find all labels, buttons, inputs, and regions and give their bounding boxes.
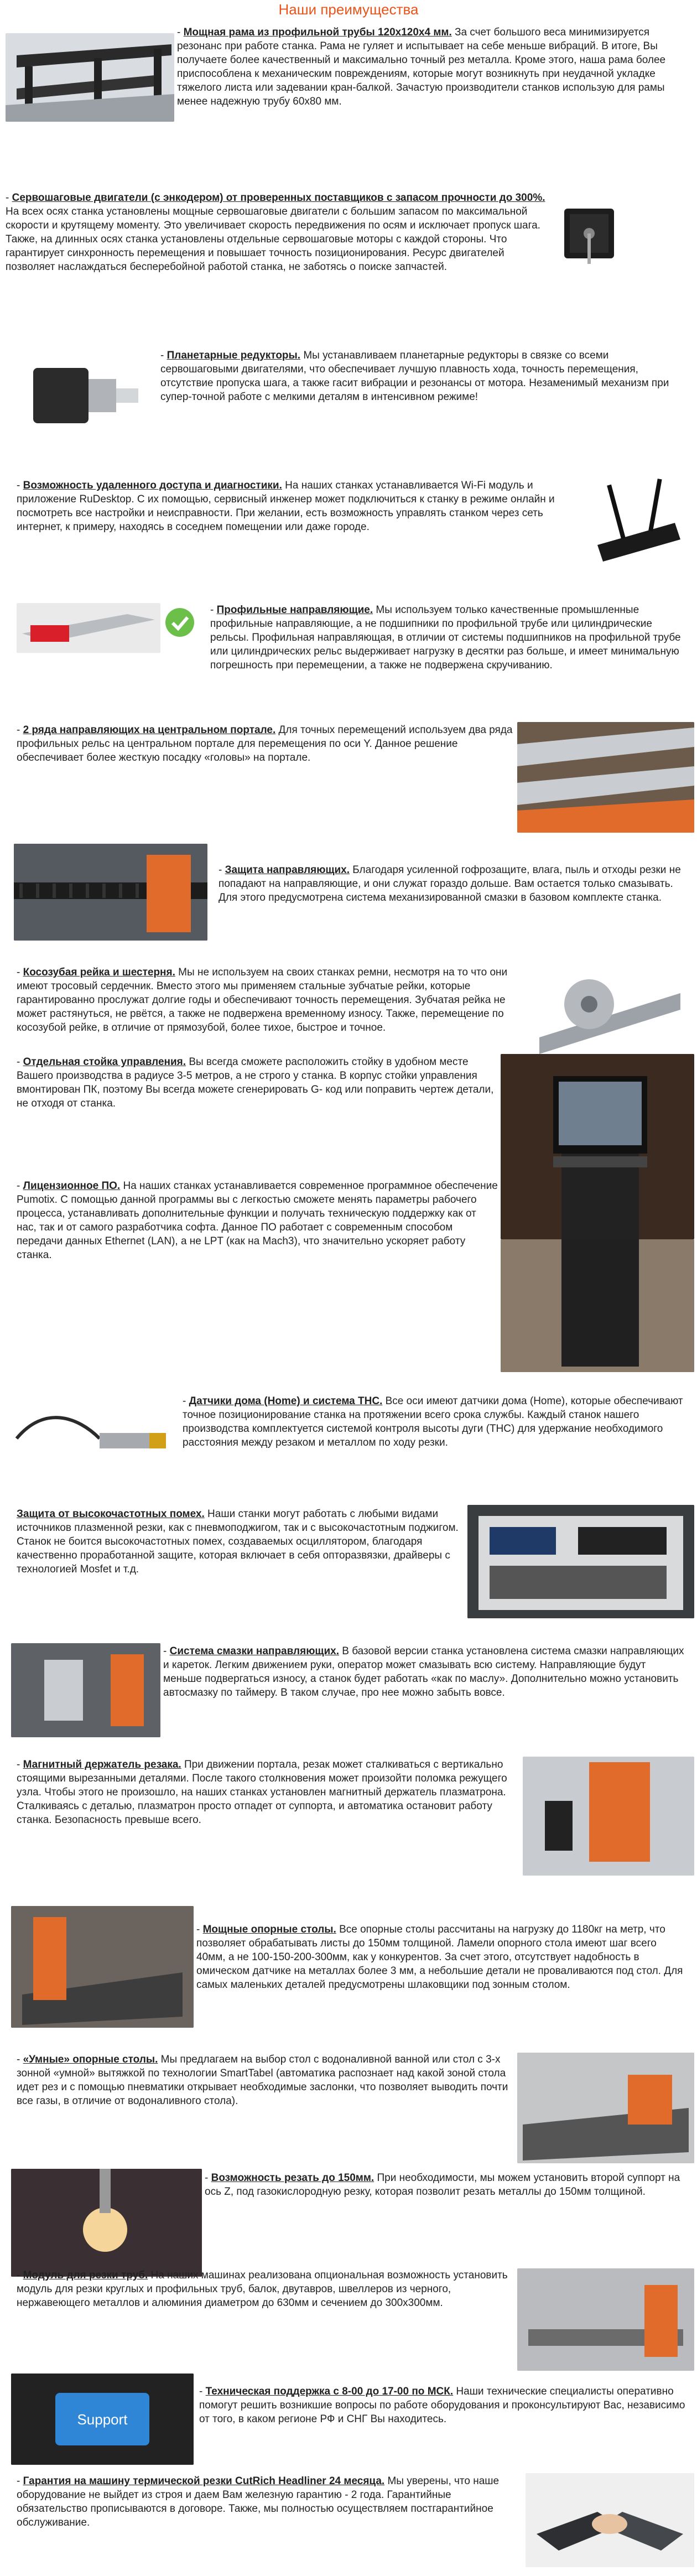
- section-lube-heading: Система смазки направляющих.: [169, 1645, 339, 1657]
- support-key-photo: [11, 2374, 194, 2465]
- section-warranty-text: - Гарантия на машину термической резки CutRich Headliner 24 месяца. Мы уверены, что наше оборудование не выйдет из строя и даем Вам железную гарантию - 2 года. Гарантийные обязательство прописываются в договоре. Также, мы полностью осуществляем постгарантийное обслуживание.: [17, 2475, 500, 2528]
- section-holder-text: - Магнитный держатель резака. При движении портала, резак может сталкиваться с вертикально стоящими вырезанными деталями. После такого столкновения может произойти поломка режущего узла. Чтобы этого не произошло, на наших станках установлен магнитный держатель плазматрона. Сталкиваясь с деталью, плазматрон просто отпадет от суппорта, и автоматика остановит работу станка. Безопасность превыше всего.: [17, 1759, 507, 1826]
- section-gearbox-heading: Планетарные редукторы.: [167, 350, 301, 361]
- section-dual-rails-text: - 2 ряда направляющих на центральном портале. Для точных перемещений используем два ряда профильных рельс на центральном портале для перемещения по оси Y. Данное решение обеспечивает более жесткую посадку «головы» на портале.: [17, 724, 513, 764]
- section-dual-rails: [0, 722, 697, 841]
- section-frame-text: [177, 25, 691, 108]
- section-remote-heading: Возможность удаленного доступа и диагностики.: [23, 480, 282, 491]
- section-remote: [0, 479, 697, 575]
- section-hf-protect-heading: Защита от высокочастотных помех.: [17, 1508, 205, 1520]
- section-cut150: [0, 2169, 697, 2279]
- section-servo: [0, 191, 697, 340]
- section-guard: [0, 844, 697, 946]
- section-console-text: - Отдельная стойка управления. Вы всегда сможете расположить стойку в удобном месте Вашего производства в радиусе 3-5 метров, а не строго у станка. В корпус стойки управления вмонтирован ПК, поэтому Вы всегда можете сгенерировать G- код или поправить чертеж детали, не отходя от станка.: [17, 1056, 494, 1109]
- section-cut150-text: - Возможность резать до 150мм. При необходимости, мы можем установить второй суппорт на ось Z, под газокислородную резку, которая позволит резать металлы до 150мм толщиной.: [205, 2172, 680, 2198]
- section-remote-text: - Возможность удаленного доступа и диагностики. На наших станках устанавливается Wi-Fi модуль и приложение RuDesktop. С их помощью, сервисный инженер может подключиться к станку в режиме онлайн и посмотреть все настройки и неисправности. При желании, есть возможность управлять станком через сеть интернет, к примеру, находясь в соседнем помещении или даже городе.: [17, 480, 555, 533]
- section-tables-heading: Мощные опорные столы.: [202, 1924, 336, 1935]
- section-smart-body: Мы предлагаем на выбор стол с водоналивной ванной или стол с 3-х зонной «умной» вытяжкой по технологии SmartTabel (автоматика распознает над какой зоной стола идет рез и с помощью пневматики открывает необходимые заслонки, что позволяет выводить почти все газы, в отличие от водоналивного стола).: [17, 2054, 508, 2107]
- section-cut150-body: При необходимости, мы можем установить второй суппорт на ось Z, под газокислородную резку, которая позволит резать металлы до 150мм толщиной.: [205, 2172, 680, 2198]
- section-cut150-heading: Возможность резать до 150мм.: [211, 2172, 374, 2184]
- section-pipe-body: На наших машинах реализована опциональная возможность установить модуль для резки круглых и профильных труб, балок, двутавров, швеллеров из черного, нержавеющего металлов и алюминия диаметром до 630мм и сечением до 300х300мм.: [17, 2269, 508, 2309]
- bullet-dash: -: [177, 27, 184, 38]
- section-pipe: [0, 2268, 697, 2374]
- section-hf-protect-text: [17, 1507, 465, 1576]
- section-hf-protect: [0, 1505, 697, 1624]
- control-console-base-photo: [501, 1239, 694, 1372]
- oxyfuel-cutting-photo: [11, 2169, 202, 2277]
- section-warranty-body: Мы уверены, что наше оборудование не выйдет из строя и даем Вам железную гарантию - 2 года. Гарантийные обязательство прописываются в договоре. Также, мы полностью осуществляем постгарантийное обслуживание.: [17, 2475, 500, 2528]
- wifi-card-photo: [581, 479, 694, 570]
- pipe-module-photo: [517, 2268, 694, 2371]
- section-lube-text: - Система смазки направляющих. В базовой версии станка установлена система смазки направляющих и кареток. Легким движением руки, оператор может смазывать всю систему. Направляющие будут меньше подвергаться износу, а станок будет работать «как по маслу». Дополнительно можно установить автосмазку по таймеру. В таком случае, про нее можно забыть вовсе.: [163, 1645, 684, 1699]
- section-rails-heading: Профильные направляющие.: [216, 604, 373, 616]
- cutting-table-photo: [11, 1906, 194, 2028]
- section-rack-body: Мы не используем на своих станках ремни, несмотря на то что они имеют тросовый сердечник. Вместо этого мы применяем стальные зубчатые рейки, которые гарантированно прослужат долгие годы и обеспечивают точность перемещения. Зубчатая рейка не может растянуться, не рвётся, а также не подвержена временному износу. Также, перемещение по косозубой рейке, в отличие от прямозубой, более тихое, быстрое и точное.: [17, 967, 508, 1033]
- proximity-sensor-photo: [11, 1394, 177, 1486]
- page-title: Наши преимущества: [278, 1, 419, 18]
- section-rails: [0, 603, 697, 708]
- torch-holder-photo: [523, 1757, 694, 1876]
- section-servo-text: - Сервошаговые двигатели (с энкодером) от проверенных поставщиков с запасом прочности до 300%. На всех осях станка установлены мощные сервошаговые двигатели с большим запасом по максимальной скорости и крутящему моменту. Это увеличивает скорость передвижения по осям и исключает пропуск шага. Также, на длинных осях станка установлены отдельные сервошаговые моторы с каждой стороны. Что гарантирует синхронность перемещения и повышает точность позиционирования. Ресурс двигателей позволяет наслаждаться бесперебойной работой станка, не заботясь о поиске запчастей.: [6, 192, 545, 273]
- section-rack-heading: Косозубая рейка и шестерня.: [23, 967, 175, 978]
- section-holder-body: При движении портала, резак может сталкиваться с вертикально стоящими вырезанными деталями. После такого столкновения может произойти поломка режущего узла. Чтобы этого не произошло, на наших станках установлен магнитный держатель плазматрона. Сталкиваясь с деталью, плазматрон просто отпадет от суппорта, и автоматика остановит работу станка. Безопасность превыше всего.: [17, 1759, 507, 1826]
- servo-motor-photo: [548, 198, 631, 272]
- section-support-text: - Техническая поддержка с 8-00 до 17-00 по МСК. Наши технические специалисты оперативно помогут решить возникшие вопросы по работе оборудования и проконсультируют Вас, независимо от того, в каком регионе РФ и СНГ Вы находитесь.: [199, 2386, 685, 2425]
- section-tables: [0, 1906, 697, 2033]
- section-pipe-text: - Модуль для резки труб. На наших машинах реализована опциональная возможность установить модуль для резки круглых и профильных труб, балок, двутавров, швеллеров из черного, нержавеющего металлов и алюминия диаметром до 630мм и сечением до 300х300мм.: [17, 2269, 508, 2309]
- section-console: [0, 1054, 697, 1452]
- linear-rail-photo: [17, 603, 160, 653]
- portal-rails-photo: [517, 722, 694, 833]
- support-key-label: Support: [77, 2411, 128, 2428]
- section-tables-text: - Мощные опорные столы. Все опорные столы рассчитаны на нагрузку до 1180кг на метр, что позволяет обрабатывать листы до 150мм толщиной. Ламели опорного стола имеют шаг всего 40мм, а не 100-150-200-300мм, как у конкурентов. За счет этого, отсутствует надобность в омическом датчике на металлах более 3 мм, а небольшие детали не проваливаются под стол. Для самых маленьких деталей предусмотрены шлаковщики под зонным столом.: [196, 1924, 683, 1991]
- section-sensors-heading: Датчики дома (Home) и система THC.: [189, 1395, 383, 1407]
- section-support: [0, 2374, 697, 2468]
- section-tables-body: Все опорные столы рассчитаны на нагрузку до 1180кг на метр, что позволяет обрабатывать листы до 150мм толщиной. Ламели опорного стола имеют шаг всего 40мм, а не 100-150-200-300мм, как у конкурентов. За счет этого, отсутствует надобность в омическом датчике на металлах более 3 мм, а небольшие детали не проваливаются под стол. Для самых маленьких деталей предусмотрены шлаковщики под зонным столом.: [196, 1924, 683, 1991]
- smart-table-photo: [517, 2053, 694, 2163]
- section-gearbox: [0, 349, 697, 448]
- section-software-body: На наших станках устанавливается современное программное обеспечение Pumotix. С помощью данной программы вы с легкостью сможете менять параметры рабочего процесса, устанавливать дополнительные функции и получать техническую поддержку как от нас, так и от самого разработчика софта. Данное ПО работает с современным способом передачи данных Ethernet (LAN), а не LPT (как на Mach3), что значительно ускоряет работу станка.: [17, 1180, 498, 1261]
- bellows-cover-photo: [14, 844, 207, 941]
- section-frame: [0, 22, 697, 155]
- section-holder-heading: Магнитный держатель резака.: [23, 1759, 181, 1770]
- section-console-heading: Отдельная стойка управления.: [23, 1056, 186, 1068]
- section-console-body: Вы всегда сможете расположить стойку в удобном месте Вашего производства в радиусе 3-5 метров, а не строго у станка. В корпус стойки управления вмонтирован ПК, поэтому Вы всегда можете сгенерировать G- код или поправить чертеж детали, не отходя от станка.: [17, 1056, 494, 1109]
- section-dual-rails-heading: 2 ряда направляющих на центральном портале.: [23, 724, 276, 736]
- section-rails-body: Мы используем только качественные промышленные профильные направляющие, а не подшипники по профильной трубе или цилиндрические рельсы. Профильная направляющая, в отличии от системы подшипников на профильной трубе или цилиндрических рельс выдерживает нагрузку в десятки раз больше, и имеет минимальную погрешность при перемещении, а также не подвержена скручиванию.: [210, 604, 681, 671]
- section-rails-text: - Профильные направляющие. Мы используем только качественные промышленные профильные направляющие, а не подшипники по профильной трубе или цилиндрические рельсы. Профильная направляющая, в отличии от системы подшипников на профильной трубе или цилиндрических рельс выдерживает нагрузку в десятки раз больше, и имеет минимальную погрешность при перемещении, а также не подвержена скручиванию.: [210, 604, 681, 671]
- electrical-cabinet-photo: [467, 1505, 694, 1618]
- section-smart: [0, 2053, 697, 2169]
- section-smart-heading: «Умные» опорные столы.: [23, 2054, 158, 2065]
- section-guard-body: Благодаря усиленной гофрозащите, влага, пыль и отходы резки не попадают на направляющие, и они служат гораздо дольше. Вам остается только смазывать. Для этого предусмотрена система механизированной смазки в базовом комплекте станка.: [219, 864, 681, 903]
- gear-rack-photo: [539, 971, 680, 1060]
- planetary-gearbox-photo: [22, 354, 144, 437]
- section-dual-rails-body: Для точных перемещений используем два ряда профильных рельс на центральном портале для перемещения по оси Y. Данное решение обеспечивает более жесткую посадку «головы» на портале.: [17, 724, 513, 764]
- section-holder: [0, 1757, 697, 1881]
- section-gearbox-text: - Планетарные редукторы. Мы устанавливаем планетарные редукторы в связке со всеми сервошаговыми двигателями, что обеспечивает лучшую плавность хода, точность перемещения, отсутствие пропуска шага, а также гасит вибрации и резонансы от мотора. Незаменимый механизм при супер-точной работе с мелкими деталям в интенсивном режиме!: [160, 350, 669, 403]
- checkmark-icon: [163, 606, 196, 639]
- control-console-photo: [501, 1054, 694, 1239]
- section-warranty: [0, 2473, 697, 2573]
- handshake-photo: [526, 2473, 694, 2567]
- section-support-heading: Техническая поддержка с 8-00 до 17-00 по МСК.: [205, 2386, 454, 2397]
- section-software-text: - Лицензионное ПО. На наших станках устанавливается современное программное обеспечение Pumotix. С помощью данной программы вы с легкостью сможете менять параметры рабочего процесса, устанавливать дополнительные функции и получать техническую поддержку как от нас, так и от самого разработчика софта. Данное ПО работает с современным способом передачи данных Ethernet (LAN), а не LPT (как на Mach3), что значительно ускоряет работу станка.: [17, 1180, 498, 1261]
- section-support-body: Наши технические специалисты оперативно помогут решить возникшие вопросы по работе оборудования и проконсультируют Вас, независимо от того, в каком регионе РФ и СНГ Вы находитесь.: [199, 2386, 685, 2425]
- section-guard-text: - Защита направляющих. Благодаря усиленной гофрозащите, влага, пыль и отходы резки не попадают на направляющие, и они служат гораздо дольше. Вам остается только смазывать. Для этого предусмотрена система механизированной смазки в базовом комплекте станка.: [219, 864, 681, 903]
- section-warranty-heading: Гарантия на машину термической резки CutRich Headliner 24 месяца.: [23, 2475, 385, 2487]
- section-smart-text: - «Умные» опорные столы. Мы предлагаем на выбор стол с водоналивной ванной или стол с 3-х зонной «умной» вытяжкой по технологии SmartTabel (автоматика распознает над какой зоной стола идет рез и с помощью пневматики открывает необходимые заслонки, что позволяет выводить почти все газы, в отличие от водоналивного стола).: [17, 2054, 508, 2107]
- section-pipe-heading: Модуль для резки труб.: [23, 2269, 148, 2281]
- section-sensors: [0, 1394, 697, 1494]
- section-gearbox-body: Мы устанавливаем планетарные редукторы в связке со всеми сервошаговыми двигателями, что обеспечивает лучшую плавность хода, точность перемещения, отсутствие пропуска шага, а также гасит вибрации и резонансы от мотора. Незаменимый механизм при супер-точной работе с мелкими деталям в интенсивном режиме!: [160, 350, 669, 403]
- section-hf-protect-body: Наши станки могут работать с любыми видами источников плазменной резки, как с пневмоподжигом, так и с высокочастотным поджигом. Станок не боится высокочастотных помех, создаваемых осциллятором, благодаря качественно проработанной защите, которая включает в себя опторазвязки, драйверы с технологией Mosfet и т.д.: [17, 1508, 459, 1575]
- welded-frame-photo: [6, 33, 174, 122]
- section-lube-body: В базовой версии станка установлена система смазки направляющих и кареток. Легким движением руки, оператор может смазывать всю систему. Направляющие будут меньше подвергаться износу, а станок будет работать «как по маслу». Дополнительно можно установить автосмазку по таймеру. В таком случае, про нее можно забыть вовсе.: [163, 1645, 684, 1699]
- section-frame-heading: Мощная рама из профильной трубы 120х120х4 мм.: [183, 27, 452, 38]
- section-rack-text: - Косозубая рейка и шестерня. Мы не используем на своих станках ремни, несмотря на то что они имеют тросовый сердечник. Вместо этого мы применяем стальные зубчатые рейки, которые гарантированно прослужат долгие годы и обеспечивают точность перемещения. Зубчатая рейка не может растянуться, не рвётся, а также не подвержена временному износу. Также, перемещение по косозубой рейке, в отличие от прямозубой, более тихое, быстрое и точное.: [17, 967, 508, 1033]
- section-lube: [0, 1643, 697, 1743]
- section-servo-heading: Сервошаговые двигатели (с энкодером) от проверенных поставщиков с запасом прочности до 300%.: [12, 192, 545, 204]
- section-guard-heading: Защита направляющих.: [225, 864, 350, 876]
- section-servo-body: На всех осях станка установлены мощные сервошаговые двигатели с большим запасом по максимальной скорости и крутящему моменту. Это увеличивает скорость передвижения по осям и исключает пропуск шага. Также, на длинных осях станка установлены отдельные сервошаговые моторы с каждой стороны. Что гарантирует синхронность перемещения и повышает точность позиционирования. Ресурс двигателей позволяет наслаждаться бесперебойной работой станка, не заботясь о поиске запчастей.: [6, 206, 540, 273]
- section-sensors-body: Все оси имеют датчики дома (Home), которые обеспечивают точное позиционирование станка на протяжении всего срока службы. Каждый станок нашего производства комплектуется системой контроля высоты дуги (THC) для удержание необходимого расстояния между резаком и металлом по ходу резки.: [183, 1395, 683, 1448]
- section-frame-body: За счет большого веса минимизируется резонанс при работе станка. Рама не гуляет и испытывает на себе меньше вибраций. В итоге, Вы получаете более качественный и максимально точный рез металла. Кроме этого, наша рама более приспособлена к механическим повреждениям, которые могут возникнуть при неудачной укладке тяжелого листа или задевании кран-балкой. Зачастую производители станков использую для рамы менее надежную трубу 60х80 мм.: [177, 27, 666, 107]
- section-software-heading: Лицензионное ПО.: [23, 1180, 121, 1192]
- section-remote-body: На наших станках устанавливается Wi-Fi модуль и приложение RuDesktop. С их помощью, сервисный инженер может подключиться к станку в режиме онлайн и посмотреть все настройки и неисправности. При желании, есть возможность управлять станком через сеть интернет, к примеру, находясь в соседнем помещении или даже городе.: [17, 480, 555, 533]
- section-sensors-text: - Датчики дома (Home) и система THC. Все оси имеют датчики дома (Home), которые обеспечивают точное позиционирование станка на протяжении всего срока службы. Каждый станок нашего производства комплектуется системой контроля высоты дуги (THC) для удержание необходимого расстояния между резаком и металлом по ходу резки.: [183, 1395, 683, 1448]
- lubrication-pump-photo: [11, 1643, 160, 1737]
